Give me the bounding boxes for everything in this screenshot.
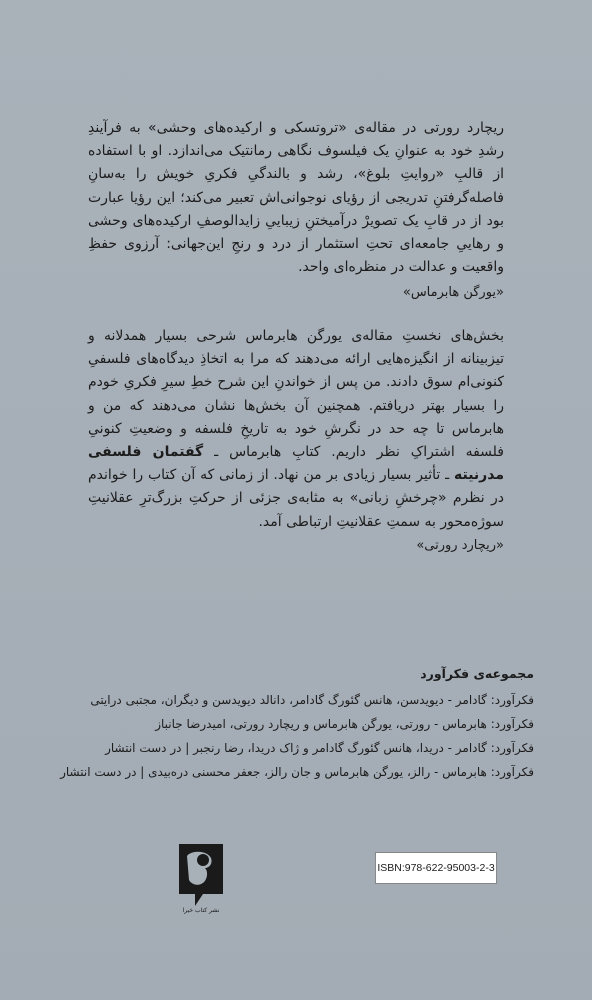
- signature-rorty: «ریچارد رورتی»: [416, 538, 504, 553]
- series-list: [54, 688, 534, 784]
- series-item: فکرآورد: گادامر - دریدا، هانس گئورگ گادامر و ژاک دریدا، رضا رنجبر | در دست انتشار: [105, 741, 534, 755]
- series-item: فکرآورد: هابرماس - رالز، یورگن هابرماس و جان رالز، جعفر محسنی دره‌بیدی | در دست انتشار: [60, 765, 534, 779]
- paragraph-2-text-end: ـ تأثیر بسیار زیادی بر من نهاد. از زمانی که آن کتاب را خواندم در نظرم «چرخشِ زبانی» به مثابه‌ی جزئی از حرکتِ بزرگ‌ترِ عقلانیتِ سوژه‌محور به سمتِ عقلانیتِ ارتباطی آمد.: [88, 467, 504, 530]
- signature-habermas: «یورگن هابرماس»: [402, 285, 504, 300]
- habermas-excerpt-paragraph: [88, 325, 504, 534]
- series-title: مجموعه‌ی فکرآورد: [420, 666, 534, 681]
- publisher-logo: [173, 842, 229, 914]
- paragraph-1-text: ریچارد رورتی در مقاله‌ی «تروتسکی و ارکیده‌های وحشی» به فرآیندِ رشدِ خود به عنوانِ یک فیلسوف نگاهی رمانتیک می‌اندازد. او با استفاده از قالبِ «روایتِ بلوغ»، رشد و بالندگیِ فکریِ خویش را به‌سانِ فاصله‌گرفتنِ تدریجی از رؤیای نوجوانی‌اش تعبیر می‌کند؛ این رؤیا عبارت بود از در قابِ یک تصویرْ درآمیختنِ زیباییِ زایدالوصفِ ارکیده‌های وحشی و رهاییِ جامعه‌ای تحتِ استثمار از درد و رنجِ این‌جهانی: آرزوی حفظِ واقعیت و عدالت در منظره‌ای واحد.: [88, 120, 504, 276]
- series-item: فکرآورد: گادامر - دیویدسن، هانس گئورگ گادامر، دانالد دیویدسن و دیگران، مجتبی درایتی: [90, 693, 534, 707]
- rorty-excerpt-paragraph: [88, 117, 504, 279]
- publisher-logo-text: نشر کتاب‌ خیرا: [182, 907, 220, 914]
- series-item: فکرآورد: هابرماس - رورتی، یورگن هابرماس و ریچارد رورتی، امیدرضا جانباز: [155, 717, 534, 731]
- paragraph-2-text-start: بخش‌های نخستِ مقاله‌ی یورگن هابرماس شرحی بسیار همدلانه و تیزبینانه از انگیزه‌هایی ارائه می‌دهند که مرا به اتخاذِ دیدگاه‌های فلسفیِ کنونی‌ام سوق دادند. من پس از خواندنِ این شرح خطِ سیرِ فکریِ خودم را بسیار بهتر دریافتم. همچنین آن بخش‌ها نشان می‌دهند که من و هابرماس تا چه حد در نگرشِ خود به تاریخِ فلسفه و وضعیتِ کنونیِ فلسفه اشتراکِ نظر داریم. کتابِ هابرماس ـ: [88, 328, 504, 461]
- book-title-bold: گفتمان فلسفی مدرنیته: [88, 444, 504, 484]
- isbn-text: ISBN:978-622-95003-2-3: [377, 862, 495, 874]
- isbn-label: [375, 852, 497, 884]
